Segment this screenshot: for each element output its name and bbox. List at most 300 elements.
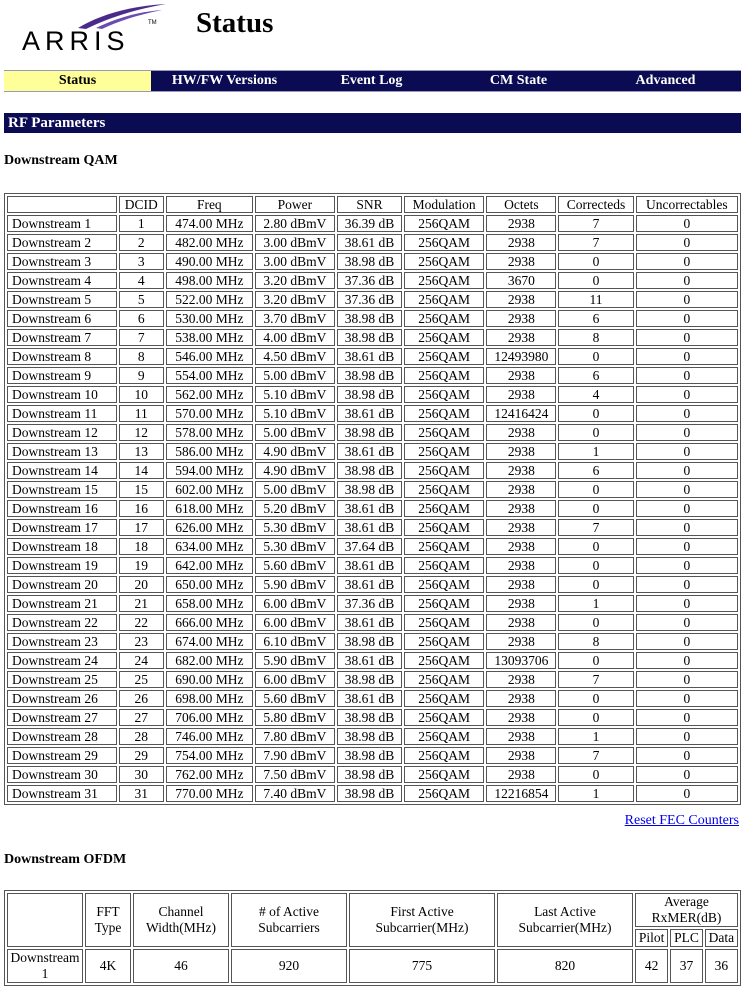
cell-octets: 2938 <box>486 234 556 251</box>
cell-snr: 38.98 dB <box>337 462 402 479</box>
cell-correcteds: 0 <box>558 481 633 498</box>
table-row <box>7 310 738 327</box>
cell-snr: 38.98 dB <box>337 367 402 384</box>
nav-tab-event-log[interactable]: Event Log <box>340 73 403 88</box>
cell-dcid: 1 <box>119 215 165 232</box>
cell-blank: Downstream 10 <box>7 386 117 403</box>
cell-octets: 2938 <box>486 766 556 783</box>
ofdm-header-last: Last Active Subcarrier(MHz) <box>497 893 633 947</box>
cell-freq: 618.00 MHz <box>166 500 253 517</box>
table-row <box>7 424 738 441</box>
table-row <box>7 367 738 384</box>
ofdm-cell-name: Downstream 1 <box>7 949 83 983</box>
cell-freq: 682.00 MHz <box>166 652 253 669</box>
cell-modulation: 256QAM <box>404 614 485 631</box>
ofdm-header-width: Channel Width(MHz) <box>133 893 229 947</box>
cell-power: 5.90 dBmV <box>255 652 336 669</box>
cell-blank: Downstream 8 <box>7 348 117 365</box>
cell-modulation: 256QAM <box>404 785 485 802</box>
cell-modulation: 256QAM <box>404 538 485 555</box>
table-row <box>7 481 738 498</box>
ofdm-cell-first: 775 <box>349 949 495 983</box>
cell-correcteds: 7 <box>558 747 633 764</box>
cell-octets: 2938 <box>486 500 556 517</box>
cell-octets: 12216854 <box>486 785 556 802</box>
table-row <box>7 443 738 460</box>
cell-octets: 2938 <box>486 576 556 593</box>
cell-freq: 762.00 MHz <box>166 766 253 783</box>
column-header-octets: Octets <box>486 196 556 213</box>
cell-uncorrectables: 0 <box>636 481 738 498</box>
cell-dcid: 8 <box>119 348 165 365</box>
cell-modulation: 256QAM <box>404 462 485 479</box>
ofdm-cell-active: 920 <box>231 949 347 983</box>
column-header-modulation: Modulation <box>404 196 485 213</box>
cell-blank: Downstream 2 <box>7 234 117 251</box>
cell-power: 4.50 dBmV <box>255 348 336 365</box>
cell-freq: 666.00 MHz <box>166 614 253 631</box>
cell-octets: 2938 <box>486 462 556 479</box>
cell-uncorrectables: 0 <box>636 367 738 384</box>
table-row <box>7 215 738 232</box>
cell-correcteds: 6 <box>558 367 633 384</box>
cell-power: 5.10 dBmV <box>255 405 336 422</box>
cell-correcteds: 4 <box>558 386 633 403</box>
cell-uncorrectables: 0 <box>636 405 738 422</box>
cell-snr: 38.61 dB <box>337 443 402 460</box>
cell-freq: 474.00 MHz <box>166 215 253 232</box>
cell-blank: Downstream 25 <box>7 671 117 688</box>
ofdm-cell-last: 820 <box>497 949 633 983</box>
cell-snr: 38.61 dB <box>337 234 402 251</box>
cell-dcid: 18 <box>119 538 165 555</box>
cell-freq: 546.00 MHz <box>166 348 253 365</box>
cell-power: 4.00 dBmV <box>255 329 336 346</box>
cell-freq: 522.00 MHz <box>166 291 253 308</box>
cell-octets: 2938 <box>486 291 556 308</box>
table-row <box>7 253 738 270</box>
cell-uncorrectables: 0 <box>636 614 738 631</box>
cell-power: 5.00 dBmV <box>255 481 336 498</box>
cell-octets: 2938 <box>486 329 556 346</box>
cell-octets: 2938 <box>486 215 556 232</box>
cell-correcteds: 7 <box>558 519 633 536</box>
cell-snr: 36.39 dB <box>337 215 402 232</box>
cell-octets: 2938 <box>486 424 556 441</box>
ofdm-header-blank <box>7 893 83 947</box>
ofdm-header-fft: FFT Type <box>85 893 131 947</box>
ofdm-cell-fft: 4K <box>85 949 131 983</box>
downstream-ofdm-heading: Downstream OFDM <box>4 852 127 867</box>
cell-correcteds: 0 <box>558 538 633 555</box>
main-nav <box>4 70 741 92</box>
cell-uncorrectables: 0 <box>636 671 738 688</box>
cell-blank: Downstream 30 <box>7 766 117 783</box>
cell-blank: Downstream 19 <box>7 557 117 574</box>
cell-freq: 690.00 MHz <box>166 671 253 688</box>
cell-correcteds: 0 <box>558 576 633 593</box>
cell-correcteds: 0 <box>558 557 633 574</box>
cell-power: 3.20 dBmV <box>255 272 336 289</box>
table-row <box>7 234 738 251</box>
table-row <box>7 785 738 802</box>
cell-snr: 38.98 dB <box>337 766 402 783</box>
cell-snr: 38.98 dB <box>337 709 402 726</box>
cell-modulation: 256QAM <box>404 234 485 251</box>
column-header-power: Power <box>255 196 336 213</box>
cell-dcid: 13 <box>119 443 165 460</box>
cell-blank: Downstream 15 <box>7 481 117 498</box>
cell-blank: Downstream 18 <box>7 538 117 555</box>
cell-octets: 13093706 <box>486 652 556 669</box>
cell-correcteds: 0 <box>558 405 633 422</box>
cell-dcid: 23 <box>119 633 165 650</box>
cell-modulation: 256QAM <box>404 671 485 688</box>
nav-tab-status[interactable]: Status <box>4 71 151 91</box>
cell-snr: 38.98 dB <box>337 633 402 650</box>
cell-snr: 38.98 dB <box>337 728 402 745</box>
cell-modulation: 256QAM <box>404 652 485 669</box>
cell-blank: Downstream 17 <box>7 519 117 536</box>
cell-octets: 12493980 <box>486 348 556 365</box>
cell-blank: Downstream 31 <box>7 785 117 802</box>
cell-octets: 2938 <box>486 386 556 403</box>
cell-dcid: 5 <box>119 291 165 308</box>
table-row <box>7 538 738 555</box>
column-header-correcteds: Correcteds <box>558 196 633 213</box>
cell-dcid: 28 <box>119 728 165 745</box>
cell-octets: 12416424 <box>486 405 556 422</box>
cell-freq: 562.00 MHz <box>166 386 253 403</box>
cell-uncorrectables: 0 <box>636 576 738 593</box>
table-row <box>7 272 738 289</box>
cell-blank: Downstream 3 <box>7 253 117 270</box>
cell-power: 6.10 dBmV <box>255 633 336 650</box>
downstream-qam-table <box>4 193 741 805</box>
cell-snr: 37.64 dB <box>337 538 402 555</box>
table-row <box>7 652 738 669</box>
cell-freq: 658.00 MHz <box>166 595 253 612</box>
table-row <box>7 329 738 346</box>
cell-freq: 578.00 MHz <box>166 424 253 441</box>
downstream-ofdm-table <box>4 890 741 986</box>
cell-snr: 38.98 dB <box>337 386 402 403</box>
table-row <box>7 728 738 745</box>
cell-octets: 2938 <box>486 538 556 555</box>
logo-tm: TM <box>148 20 157 26</box>
cell-power: 2.80 dBmV <box>255 215 336 232</box>
cell-octets: 2938 <box>486 747 556 764</box>
cell-snr: 38.98 dB <box>337 785 402 802</box>
cell-blank: Downstream 26 <box>7 690 117 707</box>
cell-power: 4.90 dBmV <box>255 443 336 460</box>
cell-correcteds: 1 <box>558 595 633 612</box>
cell-power: 6.00 dBmV <box>255 614 336 631</box>
ofdm-cell-width: 46 <box>133 949 229 983</box>
cell-blank: Downstream 28 <box>7 728 117 745</box>
cell-uncorrectables: 0 <box>636 747 738 764</box>
ofdm-header-row <box>7 893 738 927</box>
cell-uncorrectables: 0 <box>636 785 738 802</box>
ofdm-row <box>7 949 738 983</box>
cell-modulation: 256QAM <box>404 310 485 327</box>
cell-uncorrectables: 0 <box>636 310 738 327</box>
cell-modulation: 256QAM <box>404 253 485 270</box>
cell-blank: Downstream 23 <box>7 633 117 650</box>
cell-octets: 2938 <box>486 253 556 270</box>
cell-power: 6.00 dBmV <box>255 595 336 612</box>
cell-uncorrectables: 0 <box>636 329 738 346</box>
cell-power: 3.20 dBmV <box>255 291 336 308</box>
cell-correcteds: 11 <box>558 291 633 308</box>
ofdm-cell-pilot: 42 <box>635 949 668 983</box>
cell-correcteds: 0 <box>558 709 633 726</box>
cell-dcid: 2 <box>119 234 165 251</box>
ofdm-header-pilot: Pilot <box>635 929 668 947</box>
cell-snr: 37.36 dB <box>337 291 402 308</box>
cell-power: 5.10 dBmV <box>255 386 336 403</box>
cell-octets: 2938 <box>486 310 556 327</box>
cell-snr: 38.98 dB <box>337 481 402 498</box>
cell-power: 3.70 dBmV <box>255 310 336 327</box>
cell-power: 7.80 dBmV <box>255 728 336 745</box>
cell-dcid: 27 <box>119 709 165 726</box>
downstream-qam-heading: Downstream QAM <box>4 153 118 168</box>
table-row <box>7 690 738 707</box>
cell-modulation: 256QAM <box>404 348 485 365</box>
cell-dcid: 25 <box>119 671 165 688</box>
cell-uncorrectables: 0 <box>636 519 738 536</box>
cell-freq: 482.00 MHz <box>166 234 253 251</box>
cell-power: 3.00 dBmV <box>255 234 336 251</box>
cell-correcteds: 0 <box>558 690 633 707</box>
ofdm-header-first: First Active Subcarrier(MHz) <box>349 893 495 947</box>
cell-snr: 38.61 dB <box>337 614 402 631</box>
cell-octets: 2938 <box>486 690 556 707</box>
nav-tab-cm-state[interactable]: CM State <box>489 73 548 88</box>
cell-octets: 2938 <box>486 728 556 745</box>
cell-octets: 3670 <box>486 272 556 289</box>
cell-dcid: 11 <box>119 405 165 422</box>
cell-dcid: 31 <box>119 785 165 802</box>
cell-modulation: 256QAM <box>404 329 485 346</box>
cell-snr: 38.98 dB <box>337 671 402 688</box>
cell-blank: Downstream 16 <box>7 500 117 517</box>
cell-modulation: 256QAM <box>404 386 485 403</box>
page-title: Status <box>196 7 274 39</box>
cell-uncorrectables: 0 <box>636 557 738 574</box>
cell-snr: 38.61 dB <box>337 652 402 669</box>
cell-uncorrectables: 0 <box>636 234 738 251</box>
cell-snr: 38.61 dB <box>337 405 402 422</box>
cell-dcid: 16 <box>119 500 165 517</box>
cell-correcteds: 0 <box>558 614 633 631</box>
cell-uncorrectables: 0 <box>636 215 738 232</box>
cell-blank: Downstream 24 <box>7 652 117 669</box>
cell-freq: 706.00 MHz <box>166 709 253 726</box>
cell-modulation: 256QAM <box>404 291 485 308</box>
cell-uncorrectables: 0 <box>636 462 738 479</box>
cell-octets: 2938 <box>486 519 556 536</box>
nav-tab-advanced[interactable]: Advanced <box>635 73 696 88</box>
cell-power: 7.50 dBmV <box>255 766 336 783</box>
cell-uncorrectables: 0 <box>636 728 738 745</box>
cell-uncorrectables: 0 <box>636 272 738 289</box>
cell-correcteds: 0 <box>558 766 633 783</box>
cell-freq: 602.00 MHz <box>166 481 253 498</box>
cell-dcid: 17 <box>119 519 165 536</box>
table-row <box>7 462 738 479</box>
cell-freq: 770.00 MHz <box>166 785 253 802</box>
cell-dcid: 3 <box>119 253 165 270</box>
cell-power: 5.00 dBmV <box>255 424 336 441</box>
cell-freq: 554.00 MHz <box>166 367 253 384</box>
cell-modulation: 256QAM <box>404 766 485 783</box>
header <box>0 0 750 66</box>
cell-modulation: 256QAM <box>404 519 485 536</box>
cell-snr: 38.61 dB <box>337 500 402 517</box>
cell-freq: 538.00 MHz <box>166 329 253 346</box>
cell-blank: Downstream 1 <box>7 215 117 232</box>
cell-uncorrectables: 0 <box>636 595 738 612</box>
cell-correcteds: 1 <box>558 728 633 745</box>
cell-freq: 530.00 MHz <box>166 310 253 327</box>
cell-power: 5.00 dBmV <box>255 367 336 384</box>
cell-power: 5.90 dBmV <box>255 576 336 593</box>
column-header-freq: Freq <box>166 196 253 213</box>
cell-freq: 698.00 MHz <box>166 690 253 707</box>
cell-blank: Downstream 22 <box>7 614 117 631</box>
cell-modulation: 256QAM <box>404 367 485 384</box>
cell-snr: 38.61 dB <box>337 519 402 536</box>
cell-correcteds: 7 <box>558 671 633 688</box>
ofdm-cell-data: 36 <box>705 949 738 983</box>
cell-modulation: 256QAM <box>404 709 485 726</box>
cell-correcteds: 6 <box>558 310 633 327</box>
cell-correcteds: 0 <box>558 424 633 441</box>
nav-tab-hw-fw-versions[interactable]: HW/FW Versions <box>171 73 278 88</box>
cell-power: 5.30 dBmV <box>255 538 336 555</box>
cell-uncorrectables: 0 <box>636 633 738 650</box>
cell-blank: Downstream 20 <box>7 576 117 593</box>
column-header-snr: SNR <box>337 196 402 213</box>
cell-correcteds: 7 <box>558 234 633 251</box>
table-row <box>7 614 738 631</box>
cell-power: 6.00 dBmV <box>255 671 336 688</box>
cell-power: 5.80 dBmV <box>255 709 336 726</box>
cell-blank: Downstream 29 <box>7 747 117 764</box>
table-row <box>7 519 738 536</box>
section-title-rf-parameters: RF Parameters <box>4 113 741 133</box>
cell-octets: 2938 <box>486 633 556 650</box>
cell-snr: 38.98 dB <box>337 747 402 764</box>
cell-correcteds: 0 <box>558 652 633 669</box>
cell-dcid: 12 <box>119 424 165 441</box>
reset-fec-counters-link[interactable]: Reset FEC Counters <box>624 813 739 828</box>
table-row <box>7 633 738 650</box>
cell-dcid: 24 <box>119 652 165 669</box>
cell-snr: 38.61 dB <box>337 576 402 593</box>
table-row <box>7 671 738 688</box>
column-header-uncorrectables: Uncorrectables <box>636 196 738 213</box>
cell-dcid: 4 <box>119 272 165 289</box>
cell-blank: Downstream 6 <box>7 310 117 327</box>
cell-blank: Downstream 27 <box>7 709 117 726</box>
cell-blank: Downstream 7 <box>7 329 117 346</box>
cell-correcteds: 8 <box>558 329 633 346</box>
cell-uncorrectables: 0 <box>636 538 738 555</box>
column-header-dcid: DCID <box>119 196 165 213</box>
cell-modulation: 256QAM <box>404 595 485 612</box>
cell-dcid: 10 <box>119 386 165 403</box>
cell-uncorrectables: 0 <box>636 424 738 441</box>
cell-octets: 2938 <box>486 481 556 498</box>
cell-correcteds: 1 <box>558 443 633 460</box>
cell-snr: 38.61 dB <box>337 348 402 365</box>
cell-snr: 37.36 dB <box>337 595 402 612</box>
arris-logo <box>14 2 164 58</box>
cell-uncorrectables: 0 <box>636 652 738 669</box>
cell-snr: 37.36 dB <box>337 272 402 289</box>
cell-octets: 2938 <box>486 614 556 631</box>
cell-blank: Downstream 14 <box>7 462 117 479</box>
cell-correcteds: 6 <box>558 462 633 479</box>
cell-snr: 38.98 dB <box>337 329 402 346</box>
cell-uncorrectables: 0 <box>636 443 738 460</box>
cell-correcteds: 0 <box>558 348 633 365</box>
cell-uncorrectables: 0 <box>636 348 738 365</box>
cell-modulation: 256QAM <box>404 500 485 517</box>
cell-blank: Downstream 13 <box>7 443 117 460</box>
cell-correcteds: 7 <box>558 215 633 232</box>
cell-blank: Downstream 21 <box>7 595 117 612</box>
cell-modulation: 256QAM <box>404 215 485 232</box>
cell-snr: 38.98 dB <box>337 424 402 441</box>
table-row <box>7 557 738 574</box>
cell-modulation: 256QAM <box>404 557 485 574</box>
cell-snr: 38.98 dB <box>337 253 402 270</box>
cell-octets: 2938 <box>486 557 556 574</box>
cell-dcid: 22 <box>119 614 165 631</box>
cell-correcteds: 0 <box>558 500 633 517</box>
cell-modulation: 256QAM <box>404 481 485 498</box>
table-row <box>7 595 738 612</box>
cell-octets: 2938 <box>486 367 556 384</box>
cell-freq: 650.00 MHz <box>166 576 253 593</box>
cell-power: 5.30 dBmV <box>255 519 336 536</box>
ofdm-cell-plc: 37 <box>670 949 702 983</box>
table-row <box>7 386 738 403</box>
cell-freq: 754.00 MHz <box>166 747 253 764</box>
cell-snr: 38.61 dB <box>337 690 402 707</box>
cell-freq: 594.00 MHz <box>166 462 253 479</box>
cell-freq: 626.00 MHz <box>166 519 253 536</box>
cell-modulation: 256QAM <box>404 747 485 764</box>
ofdm-header-rxmer: Average RxMER(dB) <box>635 893 738 927</box>
logo-text: ARRIS <box>22 26 130 56</box>
cell-correcteds: 0 <box>558 253 633 270</box>
cell-dcid: 29 <box>119 747 165 764</box>
cell-correcteds: 8 <box>558 633 633 650</box>
cell-dcid: 14 <box>119 462 165 479</box>
cell-uncorrectables: 0 <box>636 253 738 270</box>
cell-uncorrectables: 0 <box>636 386 738 403</box>
cell-correcteds: 1 <box>558 785 633 802</box>
ofdm-header-plc: PLC <box>670 929 702 947</box>
cell-octets: 2938 <box>486 595 556 612</box>
cell-power: 7.40 dBmV <box>255 785 336 802</box>
cell-uncorrectables: 0 <box>636 690 738 707</box>
